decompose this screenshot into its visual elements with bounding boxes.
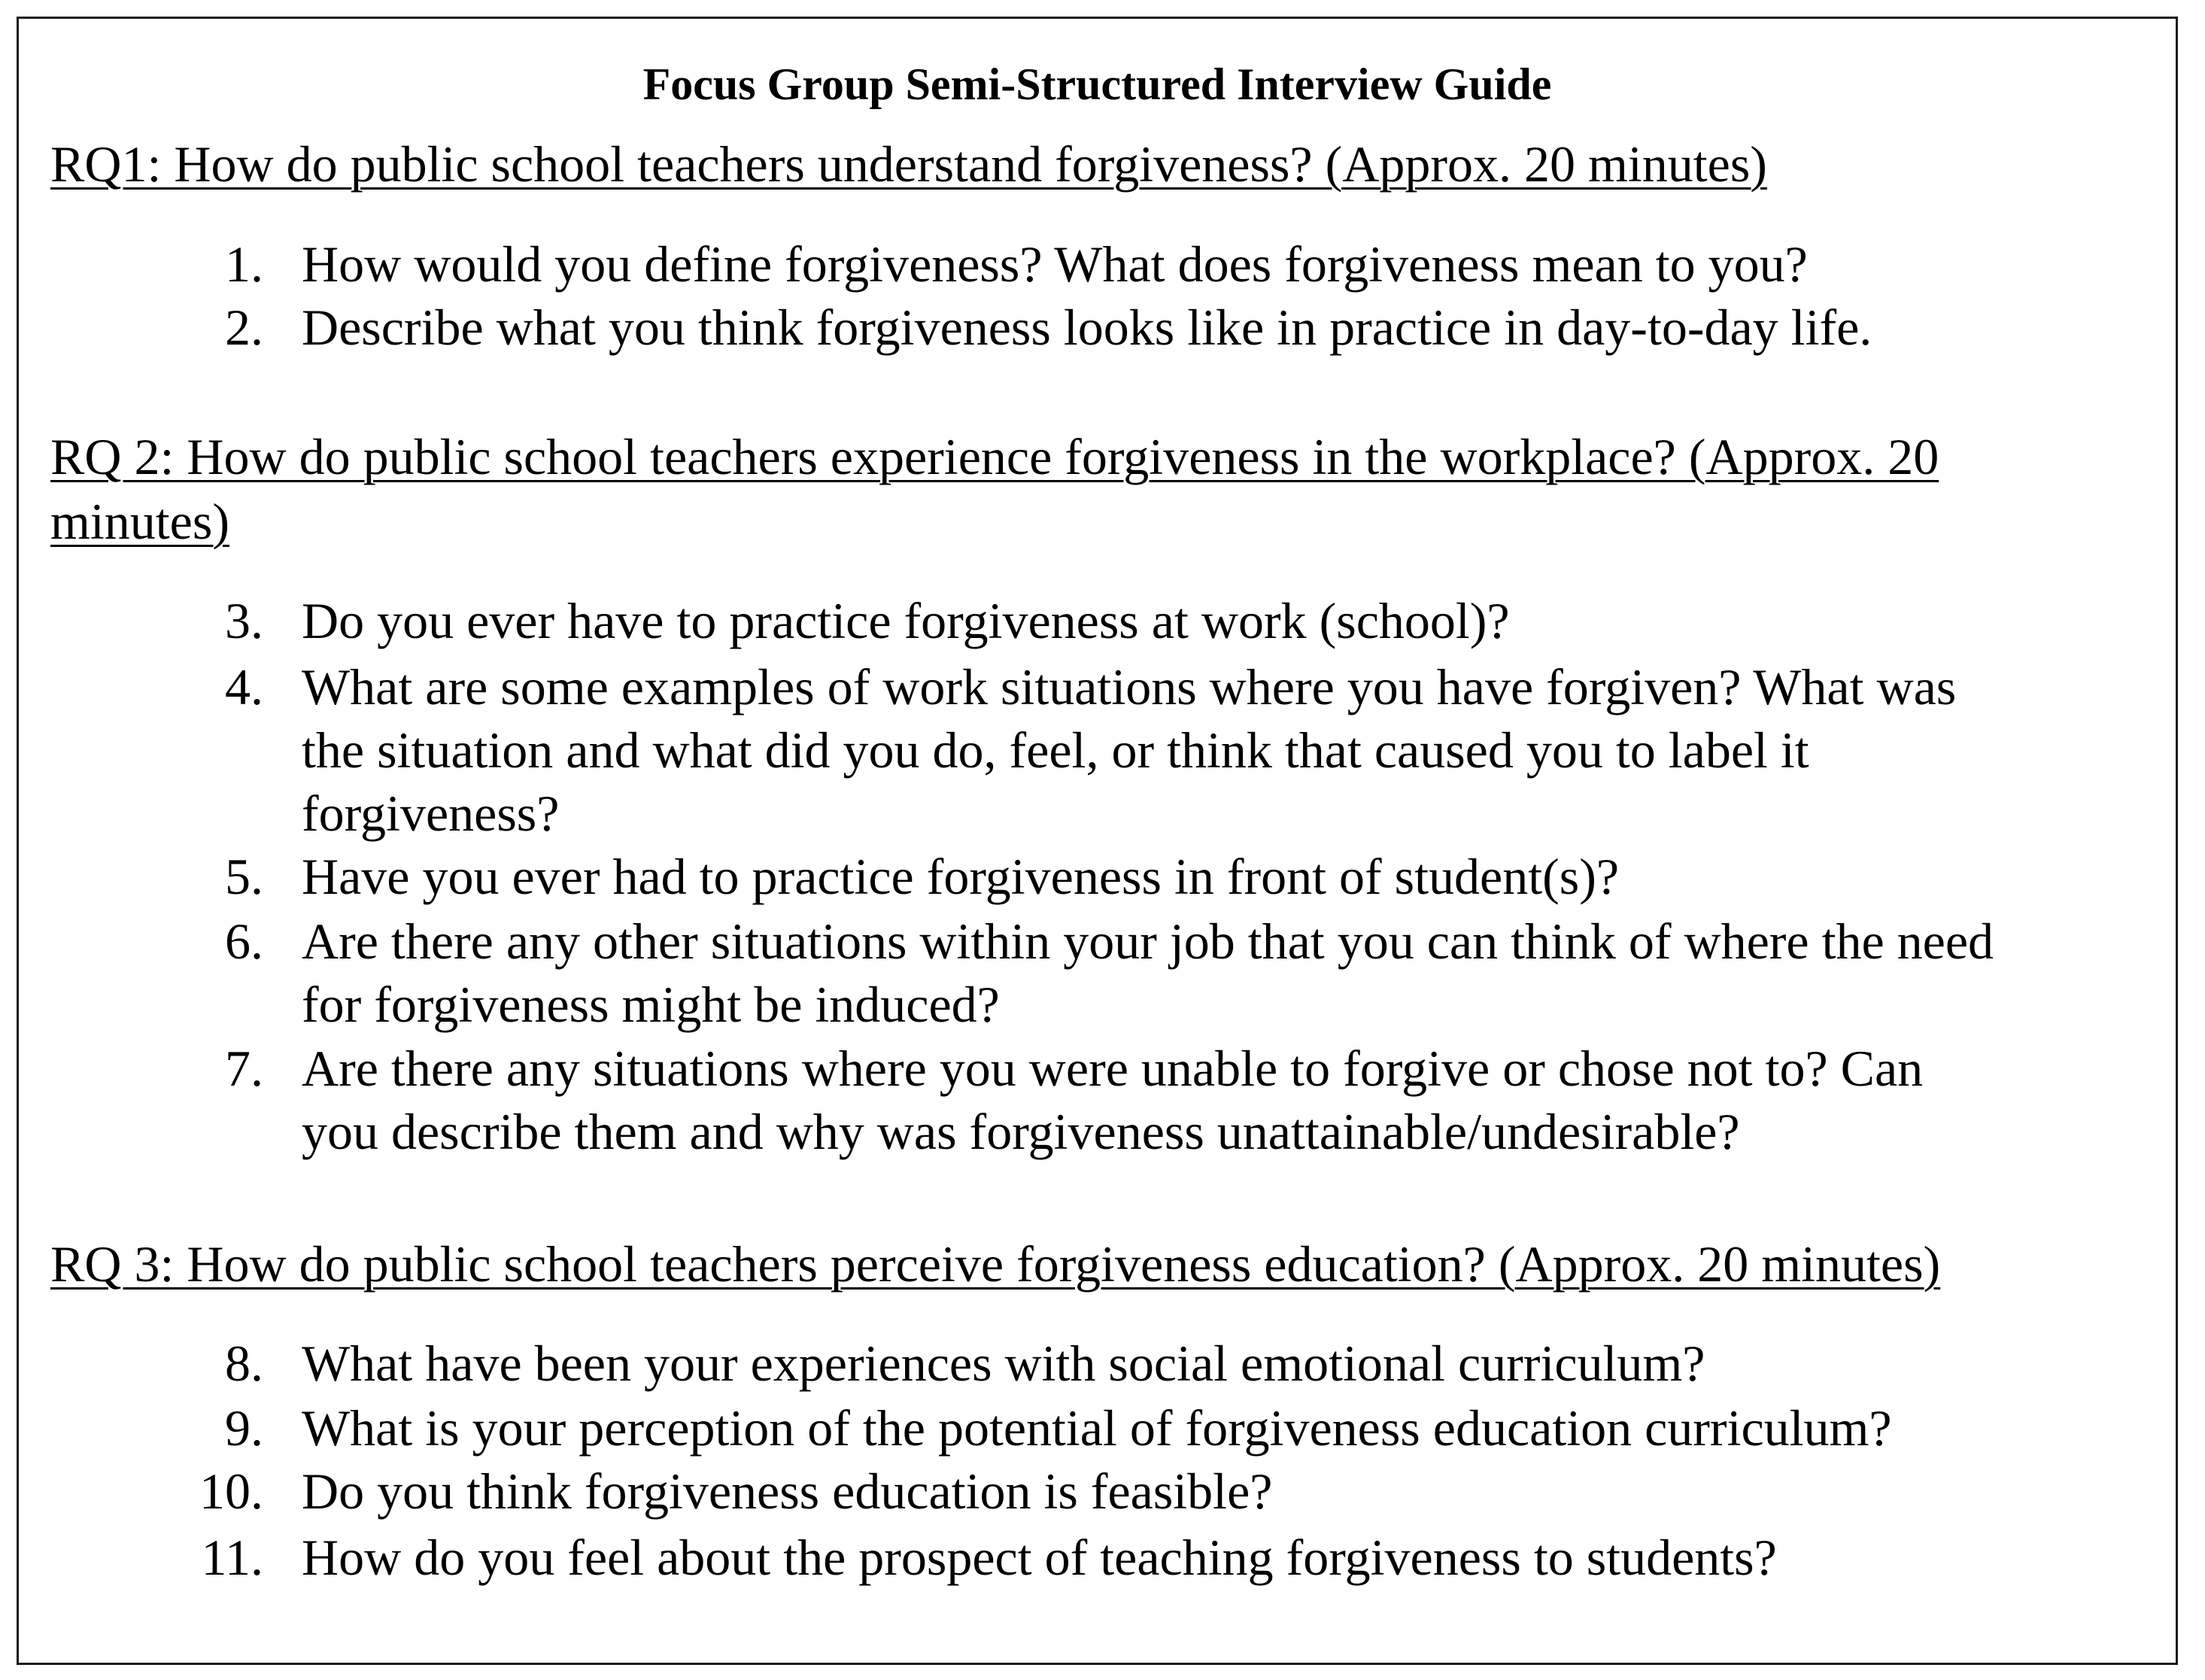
question-number: 2. xyxy=(225,299,263,356)
question-text: Have you ever had to practice forgiveness in front of student(s)? xyxy=(302,848,1620,905)
question-text-line: for forgiveness might be induced? xyxy=(302,976,1000,1033)
rq1-heading: RQ1: How do public school teachers understand forgiveness? (Approx. 20 minutes) xyxy=(50,135,1767,193)
interview-guide-box xyxy=(17,17,2178,1665)
rq3-heading: RQ 3: How do public school teachers perceive forgiveness education? (Approx. 20 minutes) xyxy=(50,1235,1941,1293)
question-text: Do you think forgiveness education is feasible? xyxy=(302,1463,1273,1520)
question-text: How would you define forgiveness? What does forgiveness mean to you? xyxy=(302,235,1808,293)
question-number: 8. xyxy=(225,1335,263,1392)
question-text: Do you ever have to practice forgiveness at work (school)? xyxy=(302,592,1510,649)
question-number: 4. xyxy=(225,658,263,715)
question-text-line: the situation and what did you do, feel, or think that caused you to label it xyxy=(302,722,1809,779)
question-number: 1. xyxy=(225,235,263,293)
question-number: 9. xyxy=(225,1399,263,1457)
question-text: What is your perception of the potential of forgiveness education curriculum? xyxy=(302,1399,1892,1457)
question-number: 5. xyxy=(225,848,263,905)
question-text: How do you feel about the prospect of teaching forgiveness to students? xyxy=(302,1529,1777,1586)
question-text-line: forgiveness? xyxy=(302,785,560,842)
question-number: 3. xyxy=(225,592,263,649)
question-number: 7. xyxy=(225,1040,263,1097)
question-text: Describe what you think forgiveness looks like in practice in day-to-day life. xyxy=(302,299,1872,356)
question-text: What have been your experiences with social emotional curriculum? xyxy=(302,1335,1705,1392)
rq2-heading-line2: minutes) xyxy=(50,493,229,550)
question-text-line: What are some examples of work situations where you have forgiven? What was xyxy=(302,658,1957,715)
rq2-heading-line1: RQ 2: How do public school teachers experience forgiveness in the workplace? (Approx. 20 xyxy=(50,428,1939,485)
question-text-line: Are there any other situations within your job that you can think of where the need xyxy=(302,913,1994,970)
question-text-line: Are there any situations where you were unable to forgive or chose not to? Can xyxy=(302,1040,1924,1097)
question-number: 6. xyxy=(225,913,263,970)
question-number: 11. xyxy=(201,1529,263,1586)
document-title: Focus Group Semi-Structured Interview Guide xyxy=(642,59,1552,109)
question-number: 10. xyxy=(199,1463,263,1520)
question-text-line: you describe them and why was forgiveness unattainable/undesirable? xyxy=(302,1103,1740,1160)
